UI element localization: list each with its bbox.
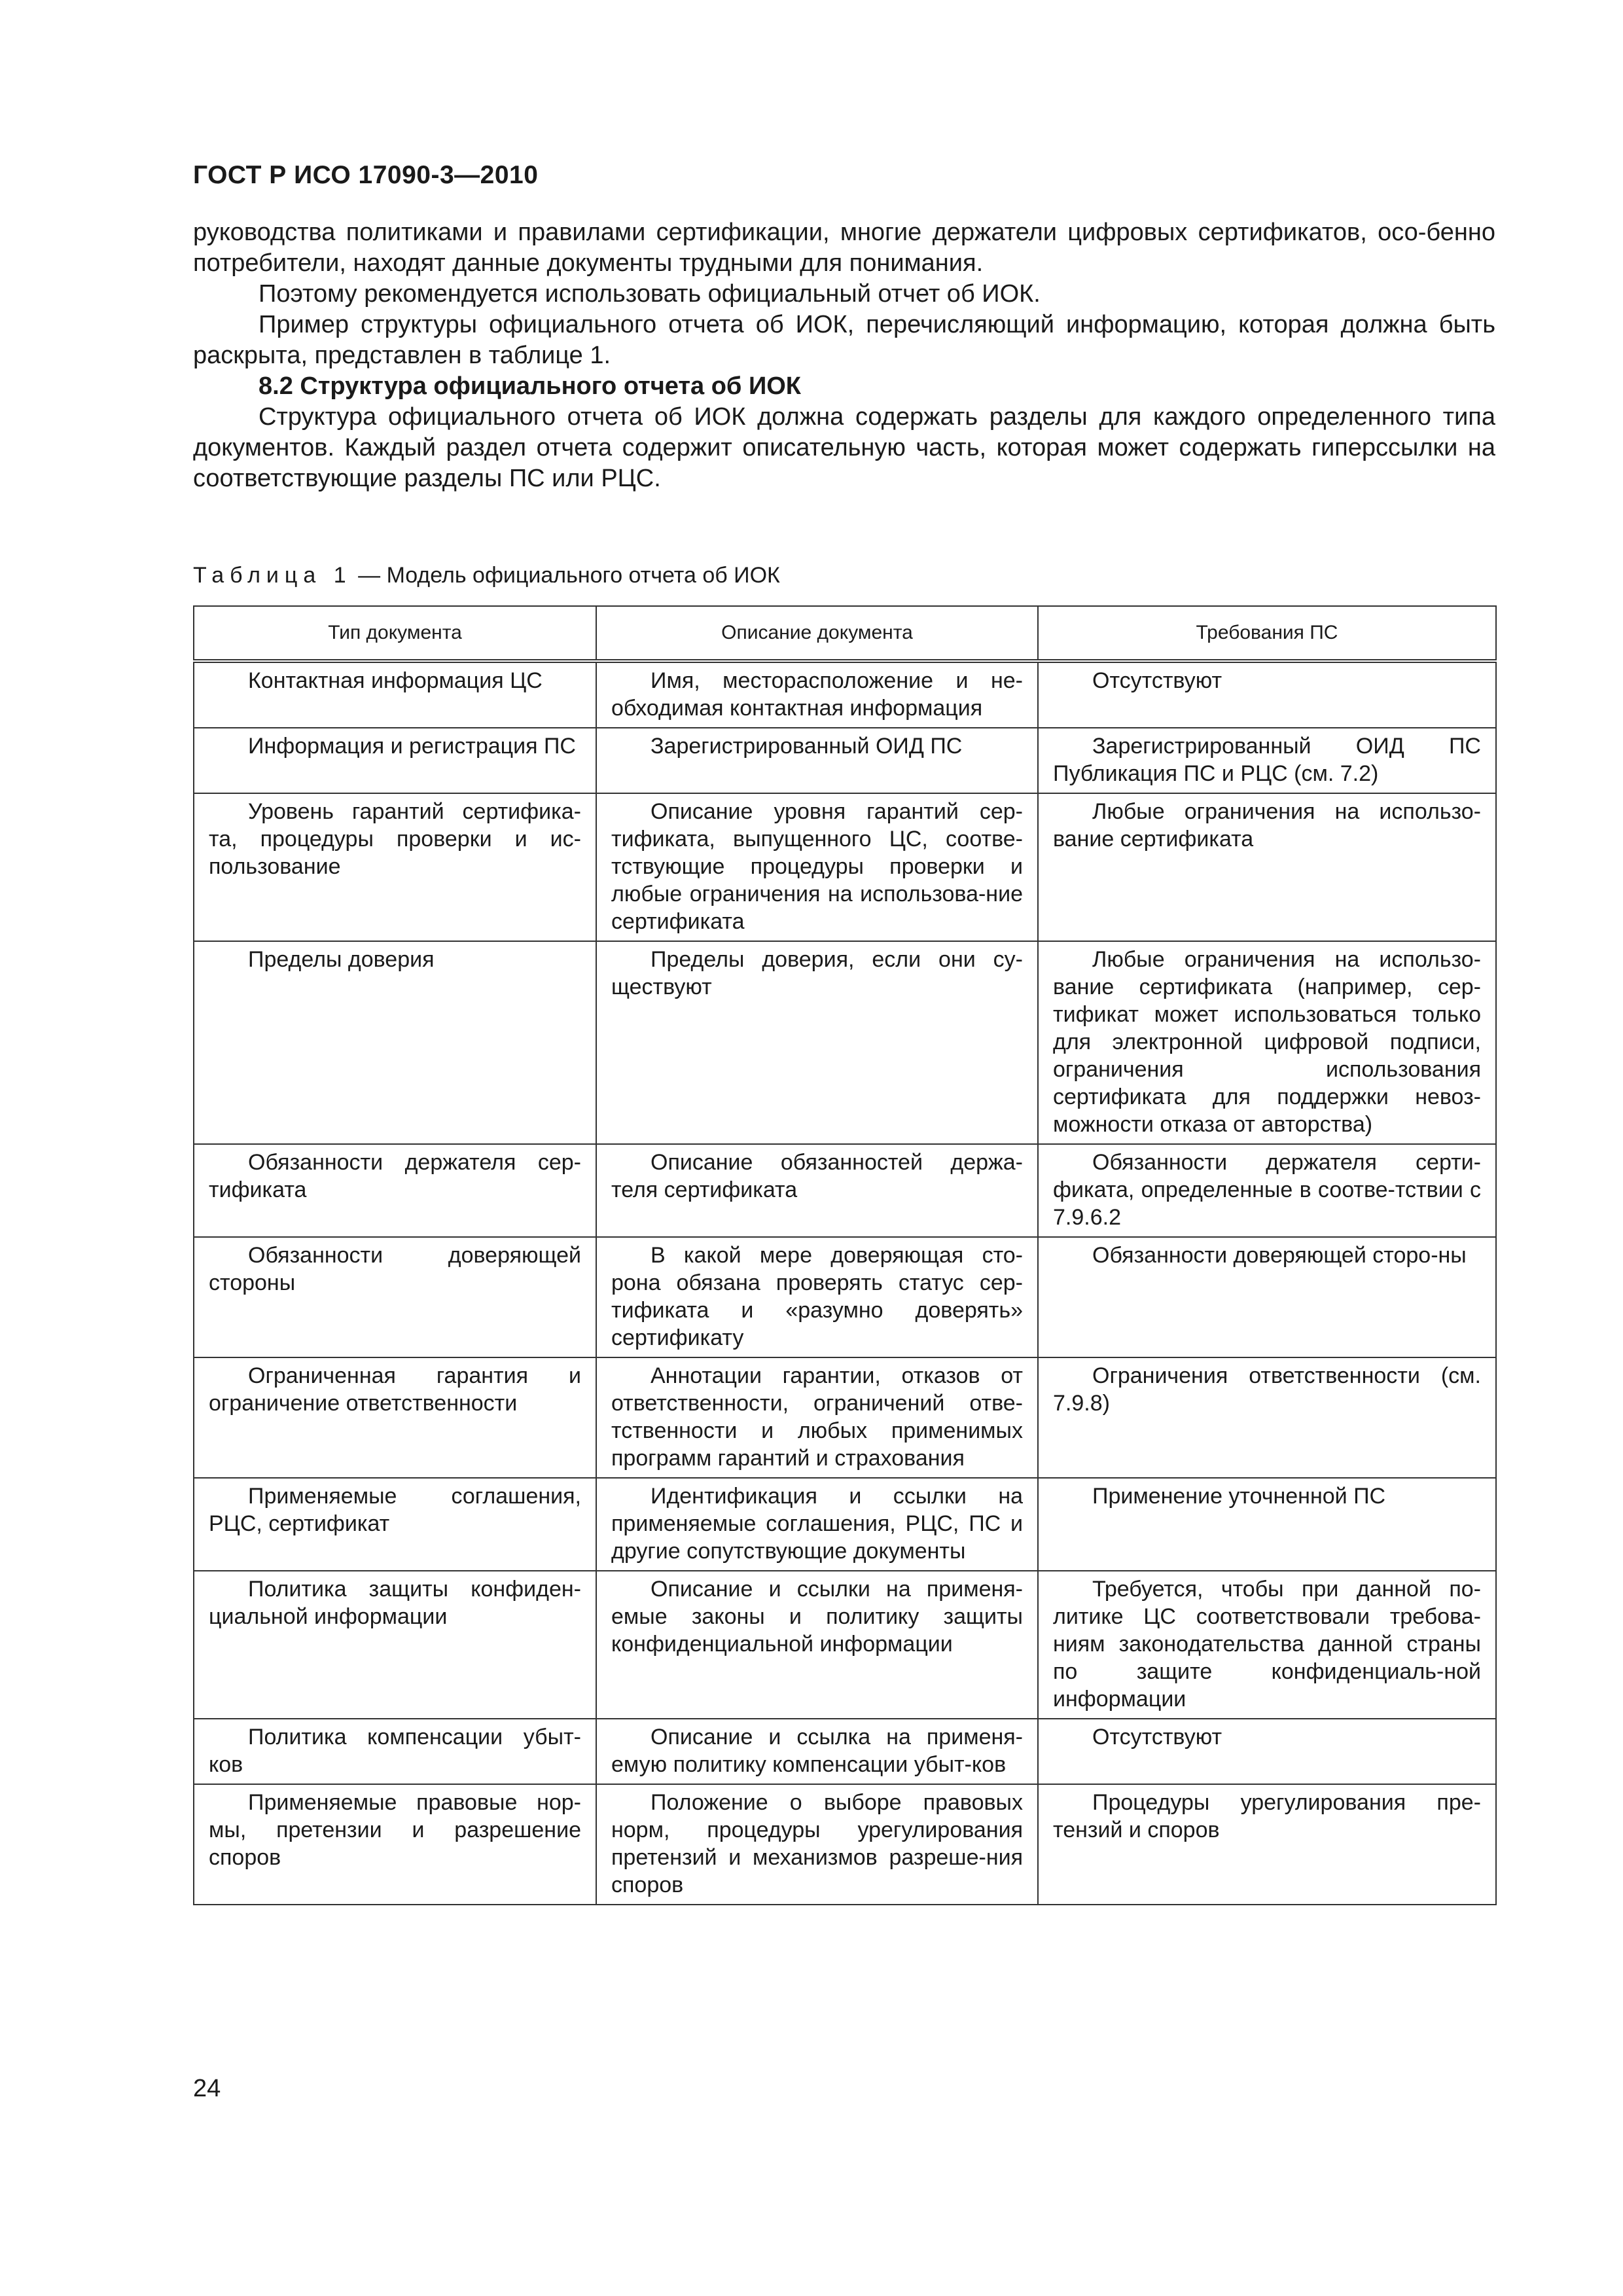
cell-text: Ограничения ответственности (см. 7.9.8) (1053, 1363, 1481, 1416)
cell-text: Зарегистрированный ОИД ПС Публикация ПС и РЦС (см. 7.2) (1053, 734, 1481, 786)
table-cell (1038, 1478, 1496, 1571)
table-caption (193, 563, 780, 588)
table-cell (194, 1144, 596, 1237)
cell-text: Политика компенсации убыт-ков (209, 1725, 581, 1777)
table-cell (596, 1571, 1038, 1719)
cell-text: Обязанности доверяющей стороны (209, 1243, 581, 1295)
table-cell (596, 728, 1038, 793)
table-cell (596, 941, 1038, 1144)
table-cell (194, 1571, 596, 1719)
cell-text: Пределы доверия, если они су-ществуют (611, 947, 1023, 999)
paragraph-3: Пример структуры официального отчета об ИОК, перечисляющий информацию, которая должна быть раскрыта, представлен в таблице 1. (193, 311, 1495, 369)
cell-text: Обязанности доверяющей сторо-ны (1092, 1243, 1467, 1268)
table-row (194, 941, 1496, 1144)
table-cell (1038, 1719, 1496, 1784)
paragraph-2: Поэтому рекомендуется использовать официальный отчет об ИОК. (259, 280, 1041, 308)
cell-text: Зарегистрированный ОИД ПС (651, 734, 963, 759)
cell-text: Идентификация и ссылки на применяемые соглашения, РЦС, ПС и другие сопутствующие документы (611, 1484, 1023, 1564)
table-cell (1038, 661, 1496, 728)
table-cell (194, 1719, 596, 1784)
cell-text: Политика защиты конфиден-циальной информации (209, 1577, 581, 1629)
cell-text: Описание и ссылки на применя-емые законы и политику защиты конфиденциальной информации (611, 1577, 1023, 1657)
cell-text: Применяемые соглашения, РЦС, сертификат (209, 1484, 581, 1536)
header-document-description: Описание документа (596, 606, 1038, 661)
cell-text: Контактная информация ЦС (248, 668, 543, 693)
page-number: 24 (193, 2075, 221, 2102)
cell-text: Требуется, чтобы при данной по-литике ЦС соответствовали требова-ниям законодательства данной страны по защите конфиденциаль-ной информации (1053, 1577, 1481, 1712)
cell-text: Описание и ссылка на применя-емую политику компенсации убыт-ков (611, 1725, 1023, 1777)
table-row (194, 1478, 1496, 1571)
table-cell (194, 728, 596, 793)
cell-text: Описание обязанностей держа-теля сертификата (611, 1150, 1023, 1202)
cell-text: Любые ограничения на использо-вание сертификата (например, сер-тификат может использоваться только для электронной цифровой подписи, ограничения использования сертификата для поддержки невоз-можности отказа от авторства) (1053, 947, 1481, 1137)
section-heading: 8.2 Структура официального отчета об ИОК (259, 372, 802, 400)
table-row (194, 1237, 1496, 1357)
table-header-row (194, 606, 1496, 661)
table-cell (596, 1719, 1038, 1784)
table-cell (194, 793, 596, 941)
cell-text: Обязанности держателя сер-тификата (209, 1150, 581, 1202)
table-cell (194, 1784, 596, 1905)
table-cell (194, 661, 596, 728)
table-cell (1038, 1571, 1496, 1719)
table-cell (1038, 1357, 1496, 1478)
intro-text (193, 217, 1495, 494)
table-caption-label: Таблица 1 (193, 563, 352, 588)
model-report-table (193, 605, 1497, 1905)
table-cell (194, 1478, 596, 1571)
cell-text: Информация и регистрация ПС (248, 734, 576, 759)
cell-text: Применение уточненной ПС (1092, 1484, 1386, 1509)
cell-text: Аннотации гарантии, отказов от ответственности, ограничений отве-тственности и любых применимых программ гарантий и страхования (611, 1363, 1023, 1471)
table-cell (1038, 1144, 1496, 1237)
cell-text: Обязанности держателя серти-фиката, определенные в соотве-тствии с 7.9.6.2 (1053, 1150, 1481, 1230)
table-cell (596, 1237, 1038, 1357)
table-cell (596, 1357, 1038, 1478)
cell-text: Отсутствуют (1092, 668, 1222, 693)
table-row (194, 793, 1496, 941)
paragraph-4: Структура официального отчета об ИОК должна содержать разделы для каждого определенного типа документов. Каждый раздел отчета содержит описательную часть, которая может содержать гиперссылки на соответствующие разделы ПС или РЦС. (193, 403, 1495, 492)
table-cell (596, 1784, 1038, 1905)
table-cell (1038, 728, 1496, 793)
table-cell (194, 1357, 596, 1478)
table-cell (1038, 941, 1496, 1144)
table-cell (194, 1237, 596, 1357)
cell-text: Положение о выборе правовых норм, процедуры урегулирования претензий и механизмов разреше-ния споров (611, 1790, 1023, 1897)
table-row (194, 661, 1496, 728)
header-document-type: Тип документа (194, 606, 596, 661)
table-row (194, 1357, 1496, 1478)
cell-text: Имя, месторасположение и не-обходимая контактная информация (611, 668, 1023, 721)
table-row (194, 1719, 1496, 1784)
cell-text: Описание уровня гарантий сер-тификата, выпущенного ЦС, соотве-тствующие процедуры проверки и любые ограничения на использова-ние сертификата (611, 799, 1023, 934)
cell-text: Отсутствуют (1092, 1725, 1222, 1749)
cell-text: Любые ограничения на использо-вание сертификата (1053, 799, 1481, 852)
paragraph-1: руководства политиками и правилами сертификации, многие держатели цифровых сертификатов, осо-бенно потребители, находят данные документы трудными для понимания. (193, 219, 1495, 277)
table-cell (1038, 793, 1496, 941)
table-cell (194, 941, 596, 1144)
cell-text: Уровень гарантий сертифика-та, процедуры проверки и ис-пользование (209, 799, 581, 879)
table-row (194, 1144, 1496, 1237)
cell-text: Ограниченная гарантия и ограничение ответственности (209, 1363, 581, 1416)
table-cell (596, 1478, 1038, 1571)
table-row (194, 1571, 1496, 1719)
header-ps-requirements: Требования ПС (1038, 606, 1496, 661)
table-cell (1038, 1237, 1496, 1357)
table-cell (1038, 1784, 1496, 1905)
table-caption-title: — Модель официального отчета об ИОК (351, 563, 780, 588)
cell-text: Пределы доверия (248, 947, 435, 972)
document-header: ГОСТ Р ИСО 17090-3—2010 (193, 161, 539, 189)
cell-text: Процедуры урегулирования пре-тензий и споров (1053, 1790, 1481, 1842)
table-row (194, 728, 1496, 793)
table-cell (596, 661, 1038, 728)
table-row (194, 1784, 1496, 1905)
cell-text: В какой мере доверяющая сто-рона обязана проверять статус сер-тификата и «разумно доверять» сертификату (611, 1243, 1023, 1350)
cell-text: Применяемые правовые нор-мы, претензии и разрешение споров (209, 1790, 581, 1870)
table-cell (596, 1144, 1038, 1237)
table-cell (596, 793, 1038, 941)
